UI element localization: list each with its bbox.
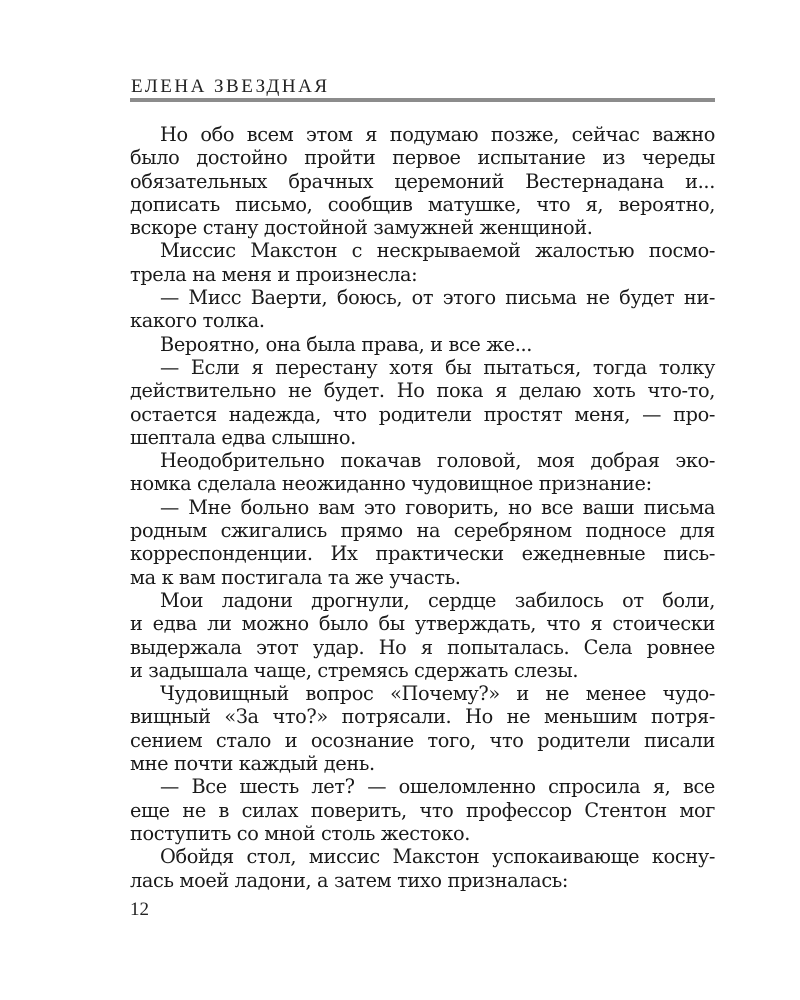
text-line: — Мне больно вам это говорить, но все ваши письма — [160, 495, 715, 519]
text-line: вскоре стану достойной замужней женщиной. — [130, 216, 593, 240]
text-line: Обойдя стол, миссис Макстон успокаивающе косну- — [160, 845, 715, 869]
page-number: 12 — [130, 899, 149, 920]
text-line: номка сделала неожиданно чудовищное признание: — [130, 472, 652, 496]
text-line: обязательных брачных церемоний Вестернадана и... — [130, 169, 715, 193]
text-line: — Если я перестану хотя бы пытаться, тогда толку — [160, 355, 715, 379]
text-line: и задышала чаще, стремясь сдержать слезы. — [130, 658, 579, 682]
text-line: родным сжигались прямо на серебряном подносе для — [130, 519, 715, 543]
text-line: какого толка. — [130, 309, 265, 333]
text-line: было достойно пройти первое испытание из череды — [130, 146, 715, 170]
text-line: поступить со мной столь жестоко. — [130, 821, 470, 845]
text-line: сением стало и осознание того, что родители писали — [130, 728, 715, 752]
text-line: остается надежда, что родители простят меня, — про- — [130, 402, 715, 426]
text-line: Вероятно, она была права, и все же... — [160, 332, 533, 356]
body-text — [130, 123, 715, 892]
text-line: Но обо всем этом я подумаю позже, сейчас важно — [160, 123, 715, 146]
text-line: еще не в силах поверить, что профессор Стентон мог — [130, 798, 715, 822]
text-line: Неодобрительно покачав головой, моя добрая эко- — [160, 449, 715, 473]
text-line: трела на меня и произнесла: — [130, 262, 418, 286]
text-line: действительно не будет. Но пока я делаю хоть что-то, — [130, 379, 715, 403]
text-line: корреспонденции. Их практически ежедневные пись- — [130, 542, 715, 566]
text-line: вищный «За что?» потрясали. Но не меньшим потря- — [130, 705, 715, 729]
text-line: лась моей ладони, а затем тихо призналась: — [130, 868, 569, 892]
text-line: мне почти каждый день. — [130, 752, 375, 776]
running-head-author: ЕЛЕНА ЗВЕЗДНАЯ — [131, 76, 330, 97]
text-line: Чудовищный вопрос «Почему?» и не менее чудо- — [160, 682, 715, 706]
text-line: дописать письмо, сообщив матушке, что я, вероятно, — [130, 192, 715, 216]
text-line: выдержала этот удар. Но я попыталась. Села ровнее — [130, 635, 715, 659]
text-line: шептала едва слышно. — [130, 425, 356, 449]
text-line: — Мисс Ваерти, боюсь, от этого письма не будет ни- — [160, 286, 715, 310]
text-line: ма к вам постигала та же участь. — [130, 565, 461, 589]
text-line: и едва ли можно было бы утверждать, что я стоически — [130, 612, 715, 636]
header-rule — [130, 98, 715, 102]
text-line: Мои ладони дрогнули, сердце забилось от боли, — [160, 588, 715, 612]
text-line: Миссис Макстон с нескрываемой жалостью посмо- — [160, 239, 715, 263]
text-line: — Все шесть лет? — ошеломленно спросила я, все — [160, 775, 715, 799]
